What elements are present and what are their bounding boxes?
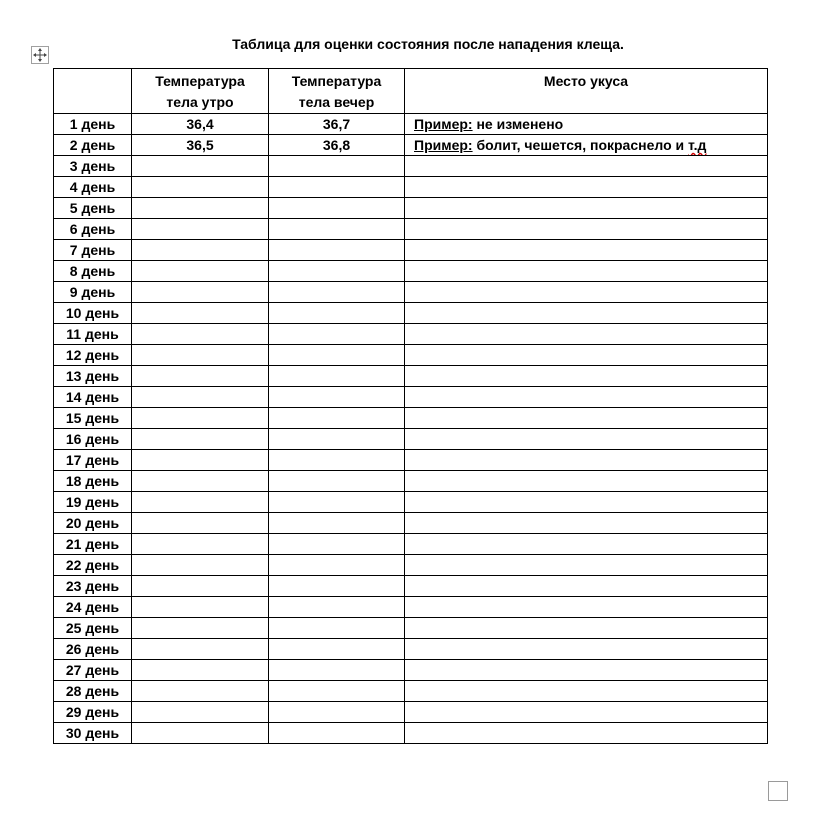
temp-evening-cell[interactable]: 36,8 [269, 135, 405, 156]
temp-evening-cell[interactable] [269, 597, 405, 618]
bite-site-cell[interactable] [405, 240, 768, 261]
temp-morning-cell[interactable] [132, 261, 269, 282]
temp-evening-cell[interactable] [269, 324, 405, 345]
day-cell: 28 день [54, 681, 132, 702]
temp-evening-cell[interactable] [269, 723, 405, 744]
bite-site-cell[interactable] [405, 681, 768, 702]
document-title: Таблица для оценки состояния после нападения клеща. [232, 36, 624, 52]
table-row [54, 324, 768, 345]
bite-site-cell[interactable] [405, 534, 768, 555]
header-day [54, 69, 132, 114]
temp-evening-cell[interactable] [269, 261, 405, 282]
temp-evening-cell[interactable] [269, 639, 405, 660]
header-bite-site: Место укуса [405, 69, 768, 114]
bite-site-cell[interactable] [405, 639, 768, 660]
table-row [54, 282, 768, 303]
bite-site-cell[interactable] [405, 513, 768, 534]
temp-evening-cell[interactable] [269, 576, 405, 597]
temp-morning-cell[interactable]: 36,5 [132, 135, 269, 156]
temp-morning-cell[interactable]: 36,4 [132, 114, 269, 135]
bite-site-cell[interactable] [405, 324, 768, 345]
day-cell: 14 день [54, 387, 132, 408]
temp-morning-cell[interactable] [132, 198, 269, 219]
day-cell: 22 день [54, 555, 132, 576]
table-row [54, 660, 768, 681]
bite-site-cell[interactable] [405, 702, 768, 723]
day-cell: 3 день [54, 156, 132, 177]
day-cell: 6 день [54, 219, 132, 240]
day-cell: 25 день [54, 618, 132, 639]
bite-site-cell[interactable] [405, 366, 768, 387]
day-cell: 5 день [54, 198, 132, 219]
day-cell: 1 день [54, 114, 132, 135]
table-resize-icon[interactable] [768, 781, 788, 801]
table-row [54, 114, 768, 135]
temp-morning-cell[interactable] [132, 282, 269, 303]
temp-evening-cell[interactable] [269, 156, 405, 177]
temp-morning-cell[interactable] [132, 324, 269, 345]
table-row [54, 492, 768, 513]
temp-morning-cell[interactable] [132, 156, 269, 177]
temp-evening-cell[interactable] [269, 387, 405, 408]
temp-morning-cell[interactable] [132, 366, 269, 387]
temp-evening-cell[interactable] [269, 219, 405, 240]
bite-site-cell[interactable] [405, 576, 768, 597]
bite-site-cell[interactable] [405, 177, 768, 198]
table-row [54, 471, 768, 492]
bite-site-cell[interactable] [405, 198, 768, 219]
bite-site-cell[interactable] [405, 408, 768, 429]
table-row [54, 156, 768, 177]
temp-morning-cell[interactable] [132, 681, 269, 702]
bite-site-cell[interactable] [405, 135, 768, 156]
temp-morning-cell[interactable] [132, 723, 269, 744]
table-row [54, 366, 768, 387]
temp-morning-cell[interactable] [132, 471, 269, 492]
temp-morning-cell[interactable] [132, 492, 269, 513]
table-row [54, 240, 768, 261]
table-row [54, 345, 768, 366]
bite-site-cell[interactable] [405, 219, 768, 240]
table-row [54, 555, 768, 576]
table-row [54, 261, 768, 282]
temp-morning-cell[interactable] [132, 639, 269, 660]
table-header-row [54, 69, 768, 114]
bite-site-cell[interactable] [405, 303, 768, 324]
day-cell: 8 день [54, 261, 132, 282]
bite-site-cell[interactable] [405, 660, 768, 681]
table-row [54, 681, 768, 702]
table-row [54, 219, 768, 240]
table-row [54, 723, 768, 744]
table-row [54, 639, 768, 660]
temp-morning-cell[interactable] [132, 513, 269, 534]
day-cell: 17 день [54, 450, 132, 471]
day-cell: 21 день [54, 534, 132, 555]
temp-morning-cell[interactable] [132, 660, 269, 681]
temp-evening-cell[interactable] [269, 408, 405, 429]
temp-morning-cell[interactable] [132, 240, 269, 261]
table-row [54, 513, 768, 534]
temp-evening-cell[interactable] [269, 492, 405, 513]
day-cell: 2 день [54, 135, 132, 156]
temp-morning-cell[interactable] [132, 387, 269, 408]
bite-site-cell[interactable] [405, 387, 768, 408]
temp-evening-cell[interactable] [269, 471, 405, 492]
temp-morning-cell[interactable] [132, 219, 269, 240]
bite-site-cell[interactable] [405, 555, 768, 576]
spellcheck-flagged-text: т.д [688, 137, 707, 153]
temp-morning-cell[interactable] [132, 534, 269, 555]
bite-site-cell[interactable] [405, 261, 768, 282]
temp-evening-cell[interactable] [269, 660, 405, 681]
day-cell: 30 день [54, 723, 132, 744]
table-row [54, 135, 768, 156]
day-cell: 4 день [54, 177, 132, 198]
bite-site-cell[interactable] [405, 450, 768, 471]
table-row [54, 303, 768, 324]
temp-evening-cell[interactable] [269, 177, 405, 198]
temp-evening-cell[interactable] [269, 555, 405, 576]
bite-site-cell[interactable] [405, 156, 768, 177]
day-cell: 23 день [54, 576, 132, 597]
temp-evening-cell[interactable] [269, 345, 405, 366]
temp-morning-cell[interactable] [132, 618, 269, 639]
temp-evening-cell[interactable] [269, 513, 405, 534]
temp-evening-cell[interactable] [269, 534, 405, 555]
day-cell: 27 день [54, 660, 132, 681]
example-text: болит, чешется, покраснело и [472, 137, 689, 153]
temp-morning-cell[interactable] [132, 597, 269, 618]
temp-morning-cell[interactable] [132, 177, 269, 198]
temp-evening-cell[interactable] [269, 702, 405, 723]
temp-morning-cell[interactable] [132, 345, 269, 366]
temp-morning-cell[interactable] [132, 303, 269, 324]
day-cell: 26 день [54, 639, 132, 660]
day-cell: 19 день [54, 492, 132, 513]
bite-site-cell[interactable] [405, 429, 768, 450]
table-move-icon[interactable] [31, 46, 49, 64]
temp-evening-cell[interactable] [269, 366, 405, 387]
example-label: Пример: [414, 137, 473, 153]
day-cell: 29 день [54, 702, 132, 723]
table-row [54, 198, 768, 219]
day-cell: 18 день [54, 471, 132, 492]
table-row [54, 450, 768, 471]
temp-morning-cell[interactable] [132, 408, 269, 429]
table-row [54, 534, 768, 555]
bite-site-cell[interactable] [405, 597, 768, 618]
temp-evening-cell[interactable] [269, 450, 405, 471]
temp-morning-cell[interactable] [132, 429, 269, 450]
bite-site-cell[interactable] [405, 723, 768, 744]
table-row [54, 576, 768, 597]
temp-morning-cell[interactable] [132, 450, 269, 471]
day-cell: 7 день [54, 240, 132, 261]
bite-site-cell[interactable] [405, 345, 768, 366]
temp-morning-cell[interactable] [132, 702, 269, 723]
temp-evening-cell[interactable] [269, 240, 405, 261]
temp-morning-cell[interactable] [132, 576, 269, 597]
table-row [54, 177, 768, 198]
tick-log-table [53, 68, 768, 744]
temp-evening-cell[interactable] [269, 681, 405, 702]
day-cell: 10 день [54, 303, 132, 324]
day-cell: 24 день [54, 597, 132, 618]
day-cell: 11 день [54, 324, 132, 345]
temp-evening-cell[interactable]: 36,7 [269, 114, 405, 135]
table-row [54, 408, 768, 429]
day-cell: 12 день [54, 345, 132, 366]
table-row [54, 429, 768, 450]
table-row [54, 702, 768, 723]
bite-site-cell[interactable] [405, 471, 768, 492]
day-cell: 20 день [54, 513, 132, 534]
day-cell: 9 день [54, 282, 132, 303]
day-cell: 13 день [54, 366, 132, 387]
temp-morning-cell[interactable] [132, 555, 269, 576]
table-row [54, 387, 768, 408]
example-label: Пример: [414, 116, 473, 132]
temp-evening-cell[interactable] [269, 303, 405, 324]
bite-site-cell[interactable] [405, 114, 768, 135]
bite-site-cell[interactable] [405, 282, 768, 303]
header-temp-morning: Температура тела утро [132, 69, 269, 114]
day-cell: 15 день [54, 408, 132, 429]
temp-evening-cell[interactable] [269, 198, 405, 219]
day-cell: 16 день [54, 429, 132, 450]
bite-site-cell[interactable] [405, 618, 768, 639]
table-row [54, 618, 768, 639]
bite-site-cell[interactable] [405, 492, 768, 513]
example-text: не изменено [472, 116, 564, 132]
table-row [54, 597, 768, 618]
header-temp-evening: Температура тела вечер [269, 69, 405, 114]
temp-evening-cell[interactable] [269, 282, 405, 303]
temp-evening-cell[interactable] [269, 618, 405, 639]
temp-evening-cell[interactable] [269, 429, 405, 450]
